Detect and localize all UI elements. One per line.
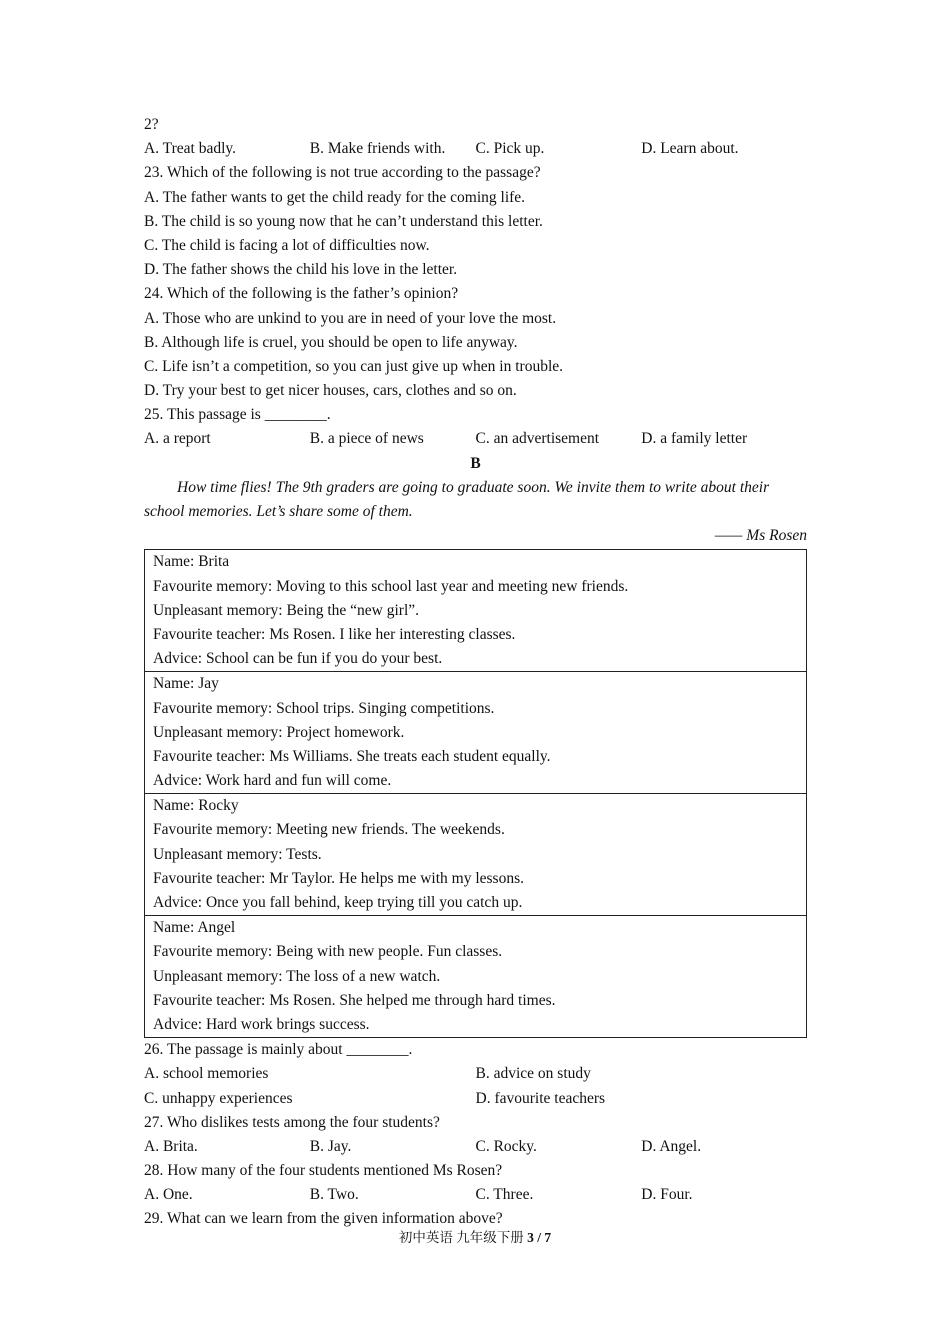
q23-option-a: A. The father wants to get the child ready for the coming life.	[144, 188, 526, 206]
q28-option-a: A. One.	[144, 1186, 193, 1204]
q27-option-b: B. Jay.	[309, 1137, 352, 1155]
unpleasant-memory: Unpleasant memory: Tests.	[153, 845, 322, 863]
q23-option-b: B. The child is so young now that he can’t understand this letter.	[144, 212, 543, 230]
q25-stem: 25. This passage is ________.	[144, 406, 331, 424]
q28-option-d: D. Four.	[641, 1186, 693, 1204]
q24-option-b: B. Although life is cruel, you should be open to life anyway.	[144, 333, 518, 351]
q24-option-c: C. Life isn’t a competition, so you can just give up when in trouble.	[144, 357, 564, 375]
q25-option-c: C. an advertisement	[475, 430, 600, 448]
q22-option-a: A. Treat badly.	[144, 140, 236, 158]
q24-option-d: D. Try your best to get nicer houses, cars, clothes and so on.	[144, 382, 517, 400]
advice: Advice: Once you fall behind, keep trying till you catch up.	[153, 894, 523, 912]
advice: Advice: Hard work brings success.	[153, 1015, 370, 1033]
q27-option-a: A. Brita.	[144, 1137, 198, 1155]
q28-option-b: B. Two.	[309, 1186, 359, 1204]
page-footer	[0, 1226, 950, 1250]
intro-signature: —— Ms Rosen	[714, 527, 807, 545]
q23-stem: 23. Which of the following is not true according to the passage?	[144, 164, 541, 182]
advice: Advice: School can be fun if you do your best.	[153, 650, 443, 668]
q23-option-c: C. The child is facing a lot of difficulties now.	[144, 236, 430, 254]
q27-stem: 27. Who dislikes tests among the four students?	[144, 1113, 440, 1131]
unpleasant-memory: Unpleasant memory: Being the “new girl”.	[153, 601, 420, 619]
q26-stem: 26. The passage is mainly about ________.	[144, 1041, 413, 1059]
unpleasant-memory: Unpleasant memory: The loss of a new watch.	[153, 967, 441, 985]
q26-option-c: C. unhappy experiences	[144, 1089, 293, 1107]
q26-option-d: D. favourite teachers	[475, 1089, 606, 1107]
favourite-memory: Favourite memory: School trips. Singing competitions.	[153, 699, 495, 717]
page-number: 3 / 7	[527, 1230, 552, 1245]
q26-option-b: B. advice on study	[475, 1065, 591, 1083]
q24-option-a: A. Those who are unkind to you are in need of your love the most.	[144, 309, 557, 327]
student-name: Name: Angel	[153, 919, 236, 937]
memory-card	[145, 915, 806, 1037]
q25-option-b: B. a piece of news	[309, 430, 424, 448]
q29-stem: 29. What can we learn from the given information above?	[144, 1210, 503, 1228]
q22-options	[144, 137, 807, 161]
favourite-teacher: Favourite teacher: Mr Taylor. He helps me with my lessons.	[153, 869, 524, 887]
q27-option-d: D. Angel.	[641, 1137, 702, 1155]
favourite-teacher: Favourite teacher: Ms Williams. She treats each student equally.	[153, 747, 551, 765]
favourite-memory: Favourite memory: Moving to this school last year and meeting new friends.	[153, 577, 629, 595]
student-name: Name: Jay	[153, 675, 219, 693]
q28-options	[144, 1183, 807, 1207]
q22-option-d: D. Learn about.	[641, 140, 739, 158]
q28-option-c: C. Three.	[475, 1186, 534, 1204]
q24-stem: 24. Which of the following is the father’s opinion?	[144, 285, 459, 303]
favourite-memory: Favourite memory: Being with new people. Fun classes.	[153, 943, 503, 961]
q26-options-row2	[144, 1087, 807, 1111]
q25-option-a: A. a report	[144, 430, 211, 448]
q26-options-row1	[144, 1062, 807, 1086]
q27-options	[144, 1135, 807, 1159]
q27-option-c: C. Rocky.	[475, 1137, 537, 1155]
favourite-memory: Favourite memory: Meeting new friends. The weekends.	[153, 821, 505, 839]
q22-option-b: B. Make friends with.	[309, 140, 446, 158]
q28-stem: 28. How many of the four students mentioned Ms Rosen?	[144, 1162, 503, 1180]
student-name: Name: Rocky	[153, 797, 239, 815]
q25-option-d: D. a family letter	[641, 430, 748, 448]
question-fragment: 2?	[144, 116, 159, 133]
favourite-teacher: Favourite teacher: Ms Rosen. I like her interesting classes.	[153, 625, 516, 643]
q22-option-c: C. Pick up.	[475, 140, 545, 158]
exam-page	[144, 113, 807, 1232]
section-intro: How time flies! The 9th graders are going to graduate soon. We invite them to write about their school memories. Let’s share some of them.	[144, 478, 770, 521]
unpleasant-memory: Unpleasant memory: Project homework.	[153, 723, 405, 741]
q26-option-a: A. school memories	[144, 1065, 269, 1083]
section-heading: B	[470, 454, 481, 472]
memory-card	[145, 671, 806, 793]
q23-option-d: D. The father shows the child his love in the letter.	[144, 261, 458, 279]
student-name: Name: Brita	[153, 553, 230, 571]
memories-table	[144, 549, 807, 1038]
footer-label: 初中英语 九年级下册	[398, 1230, 524, 1245]
q25-options	[144, 427, 807, 451]
advice: Advice: Work hard and fun will come.	[153, 772, 392, 790]
memory-card	[145, 550, 806, 671]
memory-card	[145, 793, 806, 915]
favourite-teacher: Favourite teacher: Ms Rosen. She helped me through hard times.	[153, 991, 556, 1009]
